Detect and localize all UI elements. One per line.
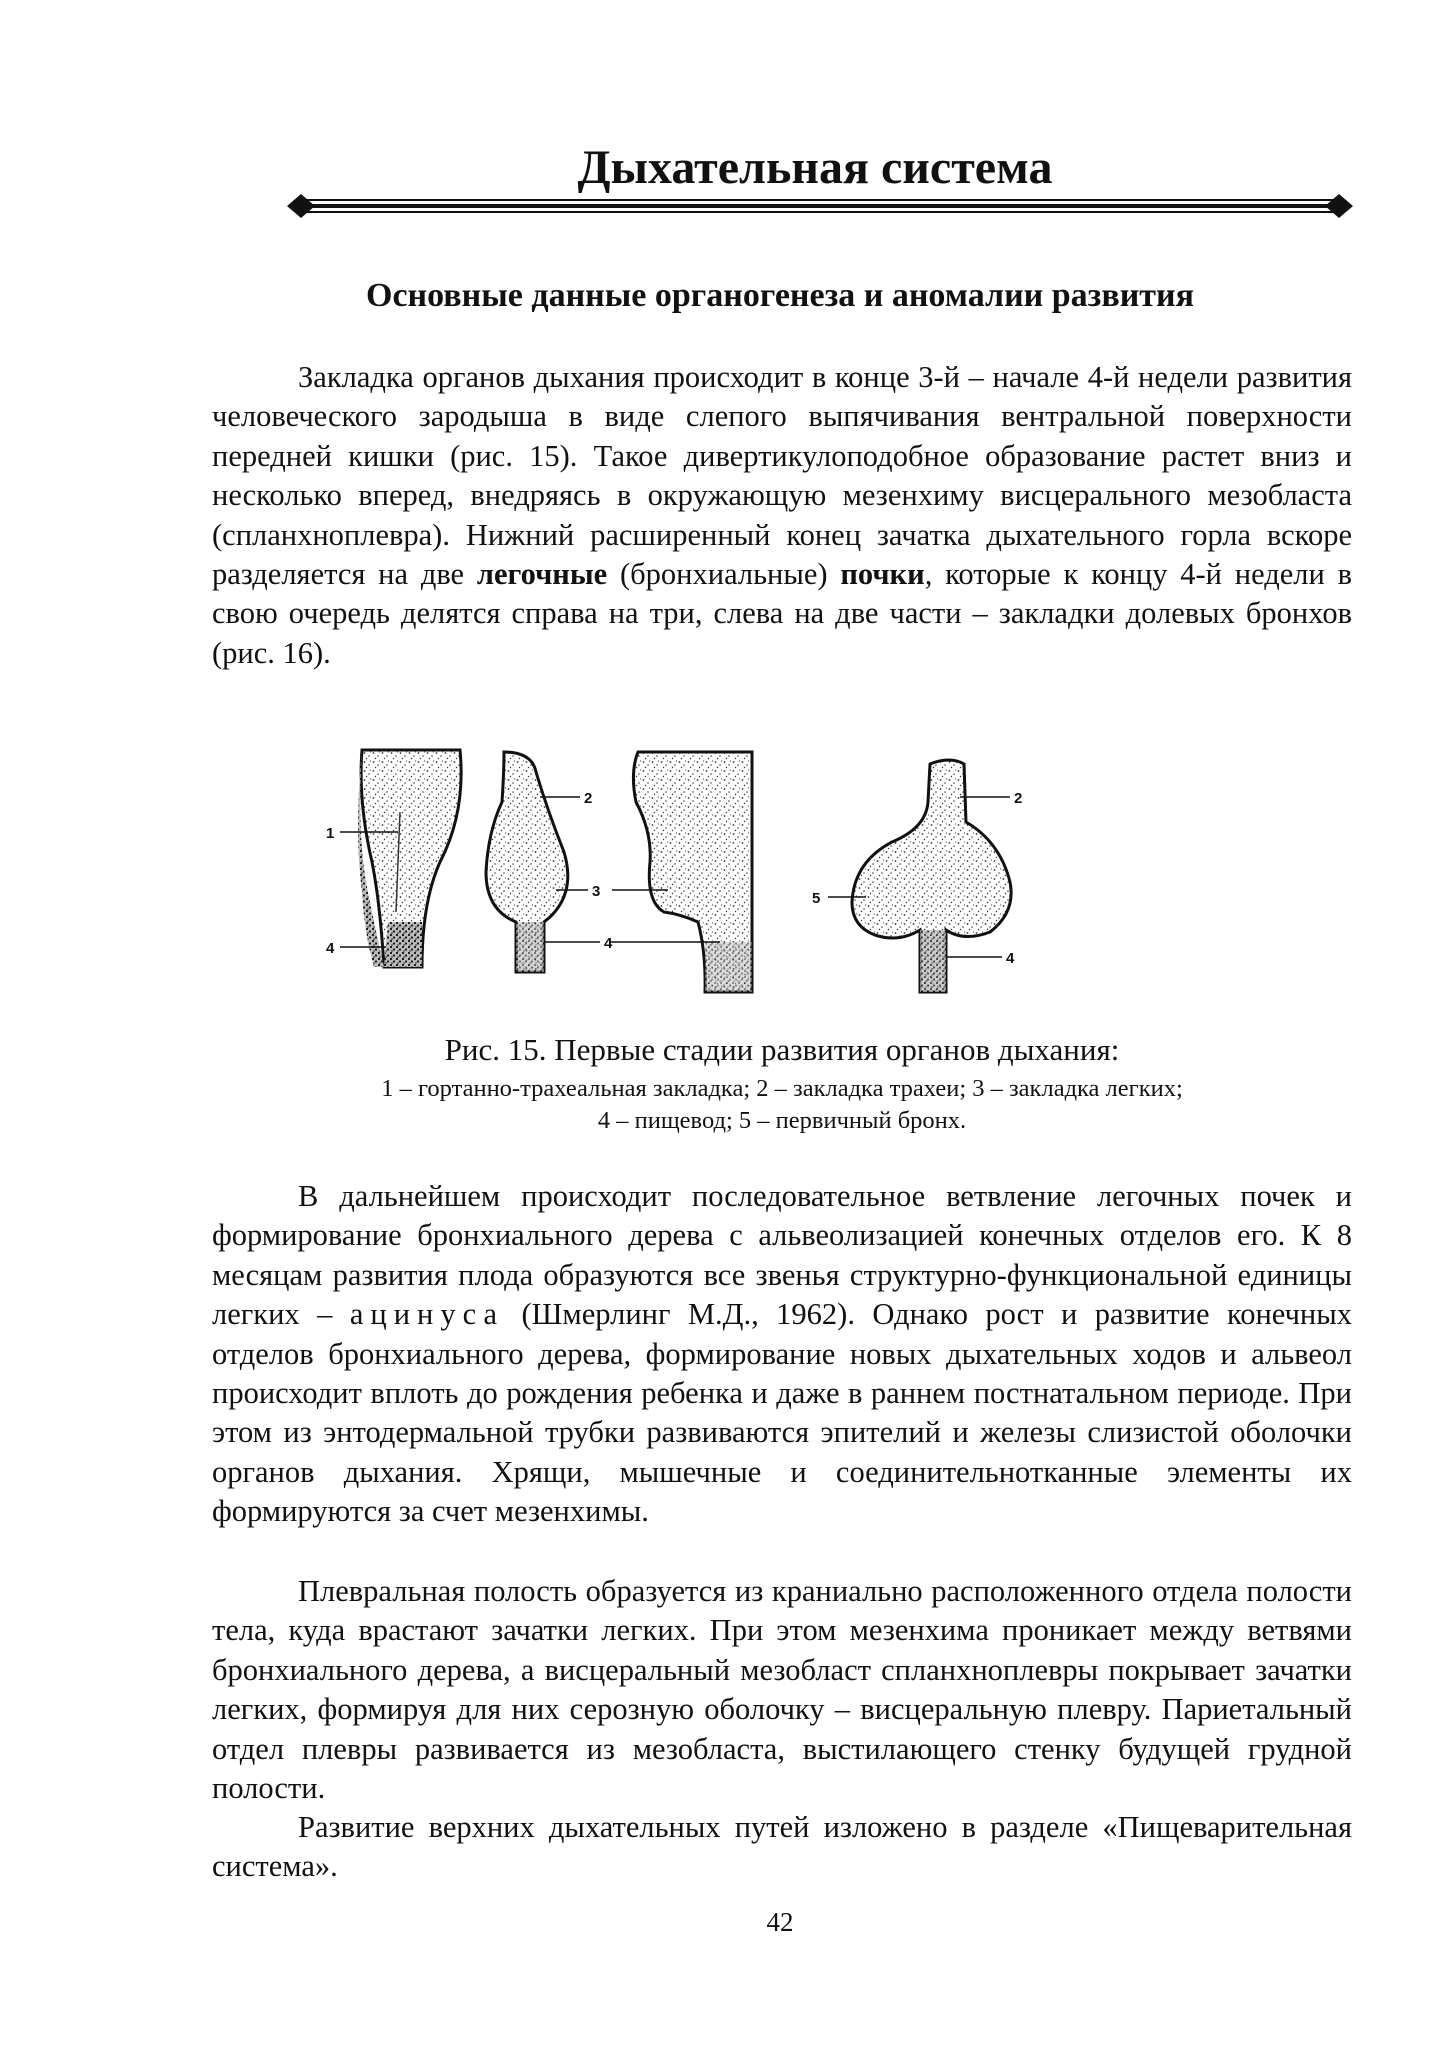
- stage-2-drawing: [486, 752, 600, 972]
- spaced-term: ацинуса: [349, 1297, 505, 1332]
- figure-label-3: 3: [592, 883, 601, 900]
- figure-label-4: 4: [1006, 950, 1015, 967]
- figure-caption-legend: 1 – гортанно-трахеальная закладка; 2 – закладка трахеи; 3 – закладка легких;: [381, 1075, 1183, 1102]
- paragraph-organ-formation: [212, 358, 1352, 673]
- paragraph-text: , которые к концу 4-й недели в свою очередь делятся справа на три, слева на две части – закладки долевых бронхов (рис. 16).: [212, 557, 1353, 670]
- paragraph-text: Развитие верхних дыхательных путей изложено в разделе «Пищеварительная система».: [212, 1810, 1352, 1884]
- stage-3-drawing: [610, 752, 752, 992]
- paragraph-text: Закладка органов дыхания происходит в конце 3-й – начале 4-й недели развития человеческого зародыша в виде слепого выпячивания вентральной поверхности передней кишки (рис. 15). Такое дивертикулоподобное образование растет вниз и несколько вперед, внедряясь в окружающую мезенхиму висцерального мезобласта (спланхноплевра). Нижний расширенный конец зачатка дыхательного горла вскоре разделяется на две: [212, 360, 1352, 592]
- stage-4-drawing: [828, 760, 1011, 992]
- page-number: 42: [766, 1907, 794, 1937]
- paragraph-text: (Шмерлинг М.Д., 1962). Однако рост и развитие конечных отделов бронхиального дерева, формирование новых дыхательных ходов и альвеол происходит вплоть до рождения ребенка и даже в раннем постнатальном периоде. При этом из энтодермальной трубки развиваются эпителий и железы слизистой оболочки органов дыхания. Хрящи, мышечные и соединительнотканные элементы их формируются за счет мезенхимы.: [212, 1297, 1352, 1529]
- paragraph-text: В дальнейшем происходит последовательное ветвление легочных почек и формирование бронхиального дерева с альвеолизацией конечных отделов его. К 8 месяцам развития плода образуются все звенья структурно-функциональной единицы легких –: [212, 1179, 1352, 1332]
- title-divider: [287, 186, 1353, 226]
- paragraph-bronchial-tree: [212, 1177, 1352, 1532]
- figure-label-1: 1: [326, 825, 335, 842]
- figure-respiratory-development: [300, 742, 1220, 1002]
- figure-label-2: 2: [584, 790, 593, 807]
- stage-1-drawing: [340, 750, 461, 967]
- section-heading: Основные данные органогенеза и аномалии развития: [366, 277, 1194, 314]
- left-diamond-ornament: [287, 194, 315, 218]
- right-diamond-ornament: [1325, 194, 1353, 218]
- bold-term: почки: [840, 557, 925, 592]
- figure-caption-legend: 4 – пищевод; 5 – первичный бронх.: [597, 1107, 967, 1134]
- paragraph-upper-airways: [212, 1808, 1352, 1887]
- figure-label-2: 2: [1014, 790, 1023, 807]
- paragraph-text: (бронхиальные): [607, 557, 841, 592]
- chapter-title: Дыхательная система: [577, 141, 1053, 194]
- figure-label-4: 4: [326, 940, 335, 957]
- paragraph-text: Плевральная полость образуется из краниально расположенного отдела полости тела, куда врастают зачатки легких. При этом мезенхима проникает между ветвями бронхиального дерева, а висцеральный мезобласт спланхноплевры покрывает зачатки легких, формируя для них серозную оболочку – висцеральную плевру. Париетальный отдел плевры развивается из мезобласта, выстилающего стенку будущей грудной полости.: [212, 1574, 1352, 1806]
- figure-label-5: 5: [812, 890, 821, 907]
- figure-caption-title: Рис. 15. Первые стадии развития органов дыхания:: [444, 1032, 1120, 1067]
- paragraph-pleura: [212, 1572, 1352, 1808]
- figure-label-4: 4: [604, 935, 613, 952]
- bold-term: легочные: [476, 557, 608, 592]
